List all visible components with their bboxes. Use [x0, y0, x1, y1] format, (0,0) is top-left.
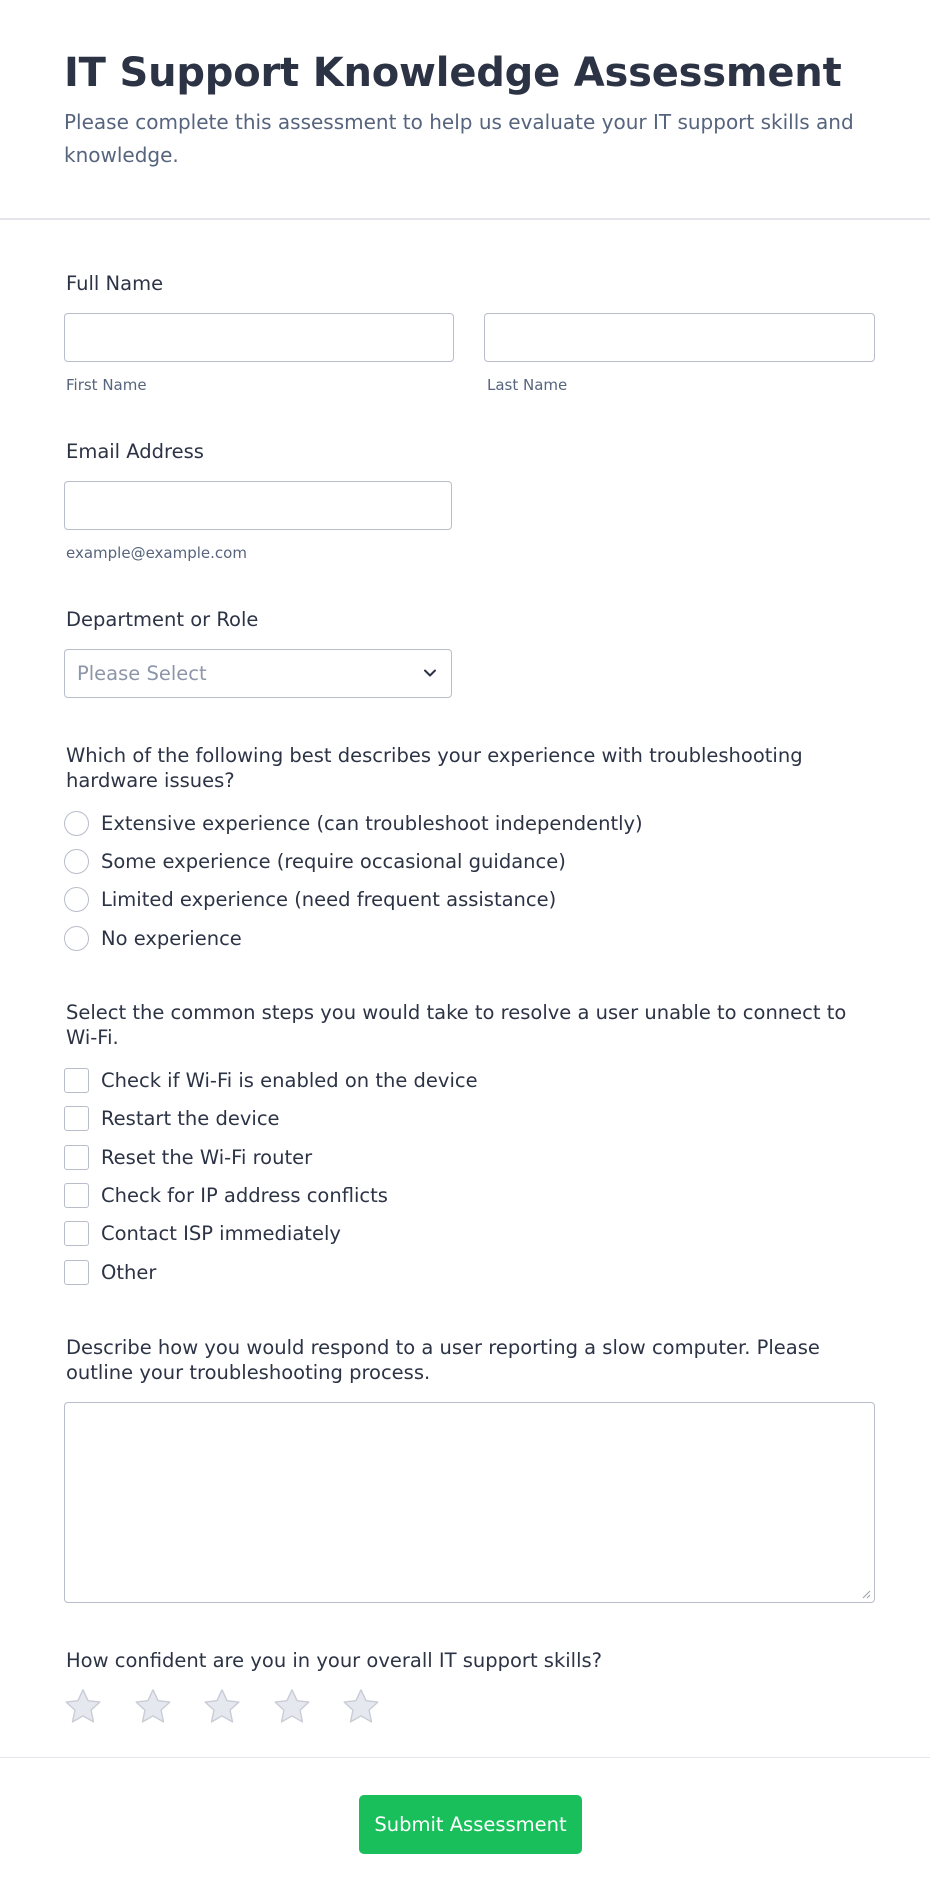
wifi-option[interactable] — [64, 1258, 764, 1288]
wifi-option[interactable] — [64, 1104, 764, 1134]
department-label: Department or Role — [66, 608, 259, 631]
hardware-option-label: Extensive experience (can troubleshoot independently) — [101, 812, 643, 835]
radio-button[interactable] — [64, 926, 89, 951]
star-icon[interactable] — [62, 1686, 104, 1728]
form-subtitle: Please complete this assessment to help us evaluate your IT support skills and knowledge. — [64, 110, 854, 167]
wifi-option-label: Restart the device — [101, 1107, 280, 1130]
full-name-label: Full Name — [66, 272, 164, 295]
wifi-option-label: Contact ISP immediately — [101, 1222, 341, 1245]
star-icon[interactable] — [201, 1686, 243, 1728]
hardware-question: Which of the following best describes your experience with troubleshooting hardware issues? — [66, 744, 803, 792]
star-icon[interactable] — [132, 1686, 174, 1728]
hardware-option-label: Limited experience (need frequent assistance) — [101, 888, 557, 911]
last-name-input[interactable] — [484, 313, 875, 362]
wifi-option[interactable] — [64, 1066, 764, 1096]
hardware-option-label: Some experience (require occasional guidance) — [101, 850, 566, 873]
hardware-option[interactable] — [64, 809, 764, 839]
wifi-option-label: Other — [101, 1261, 157, 1284]
hardware-option[interactable] — [64, 885, 764, 915]
hardware-option-label: No experience — [101, 927, 242, 950]
checkbox[interactable] — [64, 1221, 89, 1246]
wifi-option[interactable] — [64, 1143, 764, 1173]
checkbox[interactable] — [64, 1106, 89, 1131]
first-name-sublabel: First Name — [66, 376, 147, 394]
form-footer — [0, 1757, 930, 1903]
wifi-option[interactable] — [64, 1219, 764, 1249]
radio-button[interactable] — [64, 849, 89, 874]
chevron-down-icon — [421, 664, 439, 682]
submit-button[interactable]: Submit Assessment — [359, 1795, 582, 1854]
first-name-input[interactable] — [64, 313, 454, 362]
wifi-option-label: Reset the Wi-Fi router — [101, 1146, 313, 1169]
checkbox[interactable] — [64, 1260, 89, 1285]
star-icon[interactable] — [340, 1686, 382, 1728]
checkbox[interactable] — [64, 1145, 89, 1170]
email-label: Email Address — [66, 440, 204, 463]
wifi-question: Select the common steps you would take to resolve a user unable to connect to Wi-Fi. — [66, 1001, 847, 1049]
last-name-sublabel: Last Name — [487, 376, 568, 394]
wifi-option[interactable] — [64, 1181, 764, 1211]
department-select[interactable] — [64, 649, 452, 698]
radio-button[interactable] — [64, 887, 89, 912]
star-rating — [62, 1686, 462, 1728]
checkbox[interactable] — [64, 1068, 89, 1093]
form-header — [0, 0, 930, 220]
wifi-option-label: Check for IP address conflicts — [101, 1184, 388, 1207]
radio-button[interactable] — [64, 811, 89, 836]
form-title: IT Support Knowledge Assessment — [64, 50, 842, 96]
department-selected-value: Please Select — [77, 662, 207, 685]
wifi-option-label: Check if Wi-Fi is enabled on the device — [101, 1069, 478, 1092]
hardware-option[interactable] — [64, 924, 764, 954]
slow-computer-textarea[interactable] — [64, 1402, 875, 1603]
confidence-question: How confident are you in your overall IT support skills? — [66, 1649, 603, 1672]
slow-computer-question: Describe how you would respond to a user reporting a slow computer. Please outline your troubleshooting process. — [66, 1336, 820, 1384]
resize-handle-icon[interactable] — [861, 1589, 871, 1599]
checkbox[interactable] — [64, 1183, 89, 1208]
email-sublabel: example@example.com — [66, 544, 247, 562]
star-icon[interactable] — [271, 1686, 313, 1728]
email-input[interactable] — [64, 481, 452, 530]
hardware-option[interactable] — [64, 847, 764, 877]
